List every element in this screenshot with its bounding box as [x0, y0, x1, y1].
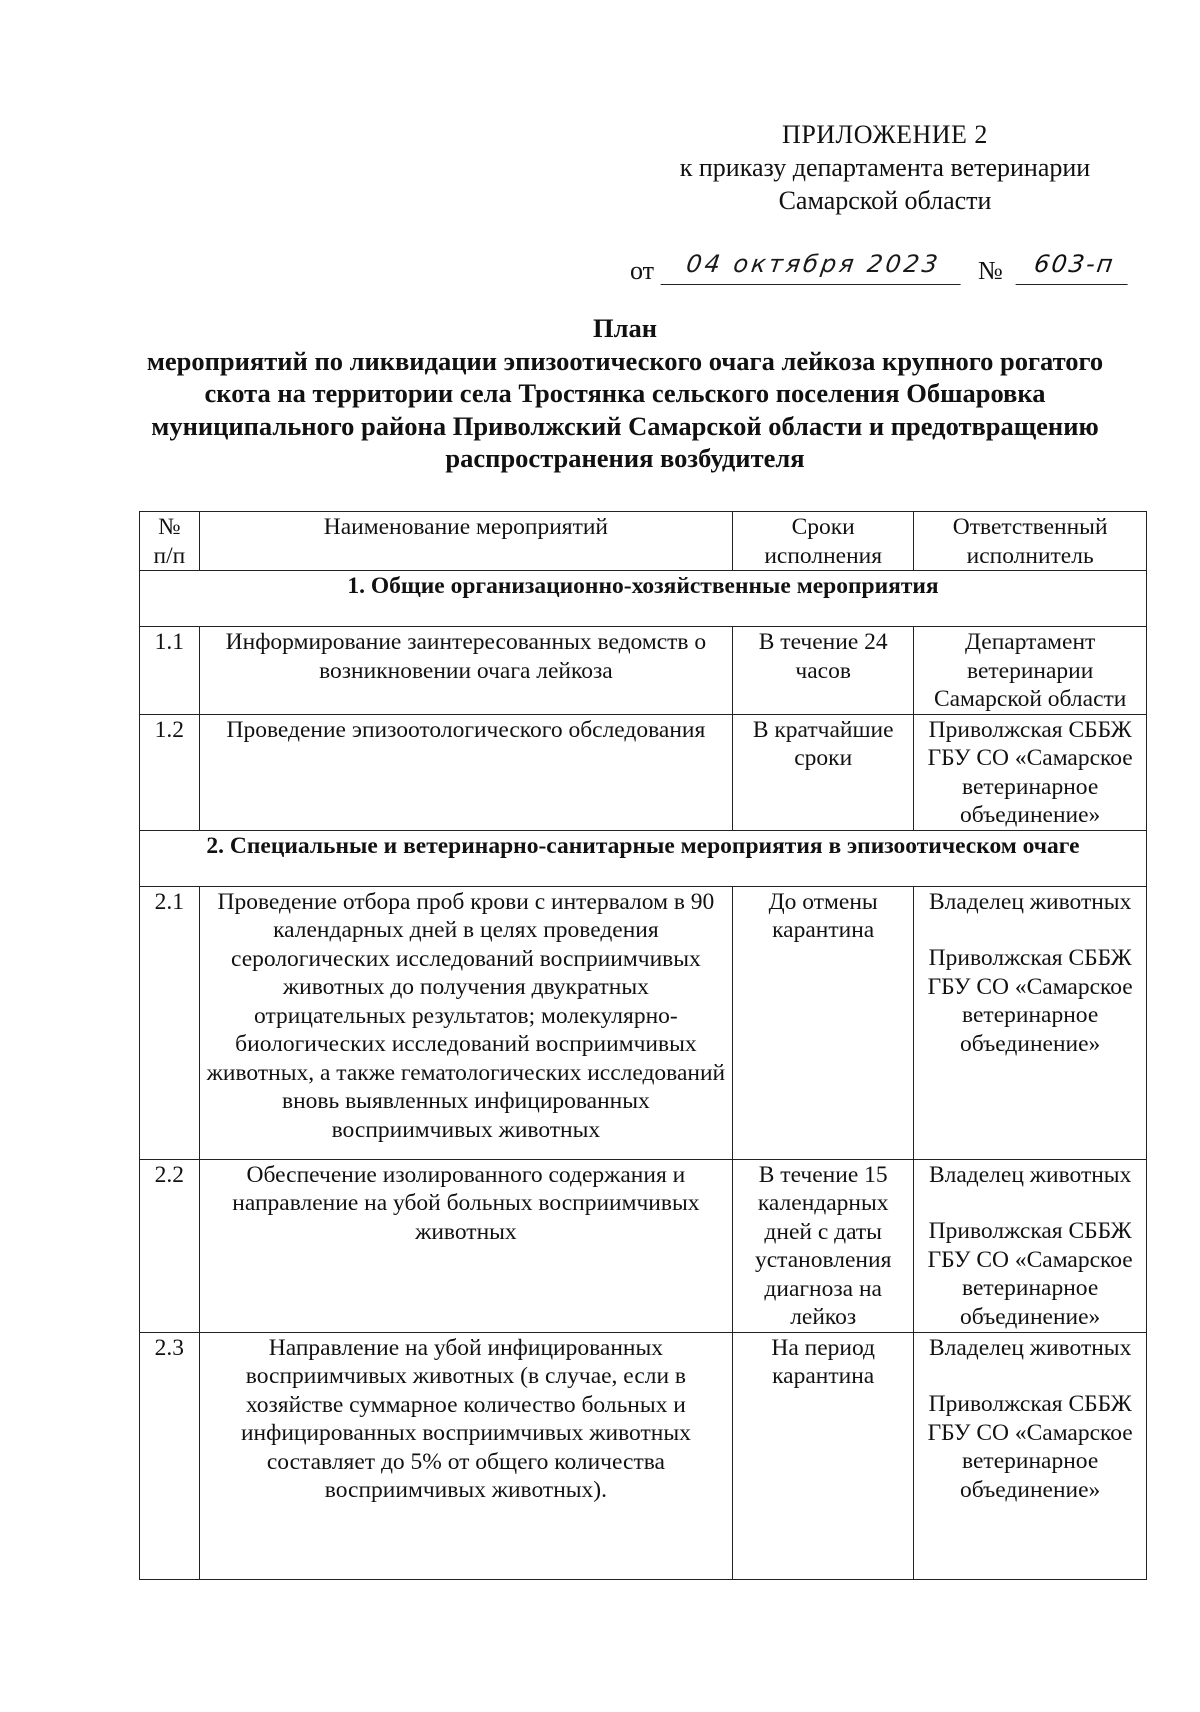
row-resp: [914, 886, 1147, 1159]
order-number-label: №: [978, 256, 1003, 285]
row-term: В течение 24 часов: [733, 627, 914, 715]
row-num: 2.2: [140, 1159, 200, 1332]
row-resp-primary: Департамент ветеринарии Самарской области: [933, 629, 1127, 712]
table-row: [140, 1159, 1147, 1332]
row-resp-primary: Владелец животных: [928, 888, 1132, 915]
row-term: До отмены карантина: [733, 886, 914, 1159]
row-resp-primary: Приволжская СББЖ ГБУ СО «Самарское ветеринарное объединение»: [927, 716, 1133, 828]
row-num: 2.1: [140, 886, 200, 1159]
header-num: № п/п: [140, 512, 200, 571]
table-row: [140, 1332, 1147, 1579]
section-title: 1. Общие организационно-хозяйственные мероприятия: [140, 571, 1147, 627]
row-resp: [914, 1159, 1147, 1332]
row-resp: [914, 714, 1147, 830]
table-row: [140, 886, 1147, 1159]
row-resp-secondary: Приволжская СББЖ ГБУ СО «Самарское ветеринарное объединение»: [927, 1218, 1133, 1330]
table-row: [140, 714, 1147, 830]
appendix-block: [640, 118, 1130, 217]
row-resp: [914, 627, 1147, 715]
table-header-row: [140, 512, 1147, 571]
order-from-label: от: [630, 256, 655, 285]
row-name: Проведение эпизоотологического обследования: [199, 714, 732, 830]
row-resp-secondary: Приволжская СББЖ ГБУ СО «Самарское ветеринарное объединение»: [927, 1391, 1133, 1503]
table-row: [140, 627, 1147, 715]
plan-subtitle: мероприятий по ликвидации эпизоотического очага лейкоза крупного рогатого скота на территории села Тростянка сельского поселения Обшаровка муниципального района Приволжский Самарской области и предотвращению распространения возбудителя: [146, 345, 1104, 473]
row-name: Проведение отбора проб крови с интервалом в 90 календарных дней в целях проведения серологических исследований восприимчивых животных до получения двукратных отрицательных результатов; молекулярно-биологических исследований восприимчивых животных, а также гематологических исследований вновь выявленных инфицированных восприимчивых животных: [199, 886, 732, 1159]
appendix-title: ПРИЛОЖЕНИЕ 2: [782, 120, 988, 149]
section-title: 2. Специальные и ветеринарно-санитарные мероприятия в эпизоотическом очаге: [140, 830, 1147, 886]
order-date-handwritten: 04 октября 2023: [661, 250, 966, 285]
row-num: 1.2: [140, 714, 200, 830]
plan-heading: План: [593, 313, 657, 343]
section-row: [140, 571, 1147, 627]
row-resp-primary: Владелец животных: [928, 1334, 1132, 1361]
row-name: Информирование заинтересованных ведомств о возникновении очага лейкоза: [199, 627, 732, 715]
order-reference: [630, 250, 1130, 288]
measures-table: [139, 511, 1147, 1580]
row-resp: [914, 1332, 1147, 1579]
order-number-handwritten: 603-п: [1016, 250, 1133, 285]
row-num: 1.1: [140, 627, 200, 715]
row-term: В течение 15 календарных дней с даты установления диагноза на лейкоз: [733, 1159, 914, 1332]
row-term: В кратчайшие сроки: [733, 714, 914, 830]
row-term: На период карантина: [733, 1332, 914, 1579]
row-resp-secondary: Приволжская СББЖ ГБУ СО «Самарское ветеринарное объединение»: [927, 945, 1133, 1057]
row-name: Обеспечение изолированного содержания и направление на убой больных восприимчивых животных: [199, 1159, 732, 1332]
appendix-line-2: Самарской области: [778, 186, 992, 215]
appendix-line-1: к приказу департамента ветеринарии: [679, 153, 1091, 182]
row-resp-primary: Владелец животных: [928, 1161, 1132, 1188]
header-resp: Ответственный исполнитель: [914, 512, 1147, 571]
header-term: Сроки исполнения: [733, 512, 914, 571]
row-name: Направление на убой инфицированных восприимчивых животных (в случае, если в хозяйстве суммарное количество больных и инфицированных восприимчивых животных составляет до 5% от общего количества восприимчивых животных).: [199, 1332, 732, 1579]
header-name: Наименование мероприятий: [199, 512, 732, 571]
section-row: [140, 830, 1147, 886]
row-num: 2.3: [140, 1332, 200, 1579]
plan-title-block: [140, 312, 1110, 475]
